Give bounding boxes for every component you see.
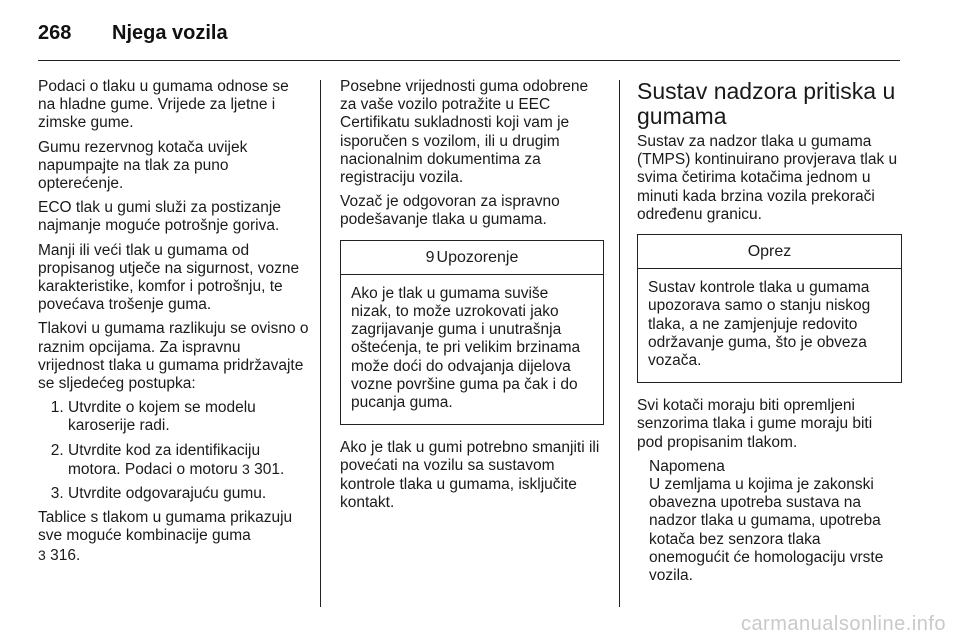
paragraph [38, 509, 310, 565]
page-title: Njega vozila [112, 22, 228, 44]
column-1 [38, 78, 310, 571]
step-text: Utvrdite o kojem se modelu karoserije radi. [68, 399, 256, 435]
page-ref-icon: 3 [38, 546, 46, 563]
warning-header [341, 241, 603, 275]
header-rule [38, 60, 900, 61]
warning-box [340, 240, 604, 426]
step-text: Utvrdite odgovarajuću gumu. [68, 485, 267, 503]
column-3 [637, 79, 902, 585]
note-body: U zemljama u kojima je zakonski obavezna upotreba sustava na nadzor tlaka u gumama, upotreba kotača bez senzora tlaka onemogućit će homologaciju vrste vozila. [649, 476, 884, 585]
steps-list [38, 399, 310, 503]
list-item [68, 442, 310, 479]
paragraph: ECO tlak u gumi služi za postizanje najmanje moguće potrošnje goriva. [38, 199, 281, 235]
paragraph: Manji ili veći tlak u gumama od propisanog utječe na sigurnost, vozne karakteristike, komfor i potrošnju, te povećava trošenje guma. [38, 241, 300, 314]
paragraph: Sustav za nadzor tlaka u gumama (TMPS) kontinuirano provjerava tlak u svima četirima kotačima jednom u minuti kada brzina vozila prekorači određenu granicu. [637, 133, 898, 223]
caution-title: Oprez [638, 235, 901, 269]
column-2 [340, 78, 604, 518]
paragraph: Tlakovi u gumama razlikuju se ovisno o raznim opcijama. Za ispravnu vrijednost tlaka u gumama pridržavajte se sljedećeg postupka: [38, 320, 309, 393]
warning-icon: 9 [425, 248, 435, 266]
watermark: carmanualsonline.info [740, 613, 946, 635]
paragraph: Ako je tlak u gumi potrebno smanjiti ili povećati na vozilu sa sustavom kontrole tlaka u gumama, isključite kontakt. [340, 439, 600, 511]
paragraph: Vozač je odgovoran za ispravno podešavanje tlaka u gumama. [340, 193, 560, 229]
paragraph: Svi kotači moraju biti opremljeni senzorima tlaka i gume moraju biti pod propisanim tlakom. [637, 397, 873, 451]
warning-title: Upozorenje [436, 248, 519, 266]
section-heading: Sustav nadzora pritiska u gumama [637, 78, 896, 129]
warning-body: Ako je tlak u gumama suviše nizak, to može uzrokovati jako zagrijavanje guma i unutrašnja oštećenja, te pri velikim brzinama može doći do odvajanja dijelova vozne površine guma pa čak i do pucanja guma. [351, 284, 581, 412]
paragraph: Podaci o tlaku u gumama odnose se na hladne gume. Vrijede za ljetne i zimske gume. [38, 78, 289, 132]
final-paragraph-text: Tablice s tlakom u gumama prikazuju sve moguće kombinacije guma [38, 509, 293, 545]
step-text: Utvrdite kod za identifikaciju motora. Podaci o motoru [68, 441, 261, 478]
list-item [68, 399, 310, 435]
page-ref-icon: 3 [242, 460, 250, 477]
caution-body: Sustav kontrole tlaka u gumama upozorava samo o stanju niskog tlaka, a ne zamjenjuje redovito održavanje guma, što je obveza vozača. [648, 279, 871, 370]
page-number: 268 [38, 22, 72, 44]
page-ref-link[interactable]: 316. [50, 546, 81, 564]
page-header [38, 22, 228, 45]
paragraph: Gumu rezervnog kotača uvijek napumpajte na tlak za puno opterećenje. [38, 138, 248, 193]
paragraph: Posebne vrijednosti guma odobrene za vaše vozilo potražite u EEC Certifikatu sukladnosti koji vam je isporučen s vozilom, ili u drugim nacionalnim dokumentima za registraciju vozila. [340, 78, 589, 187]
caution-box [637, 234, 902, 383]
list-item [68, 485, 310, 503]
column-divider-2 [619, 80, 620, 607]
note-block [637, 458, 902, 585]
note-title: Napomena [649, 457, 725, 475]
page-ref-link[interactable]: 301. [254, 460, 285, 478]
column-divider-1 [320, 80, 321, 607]
